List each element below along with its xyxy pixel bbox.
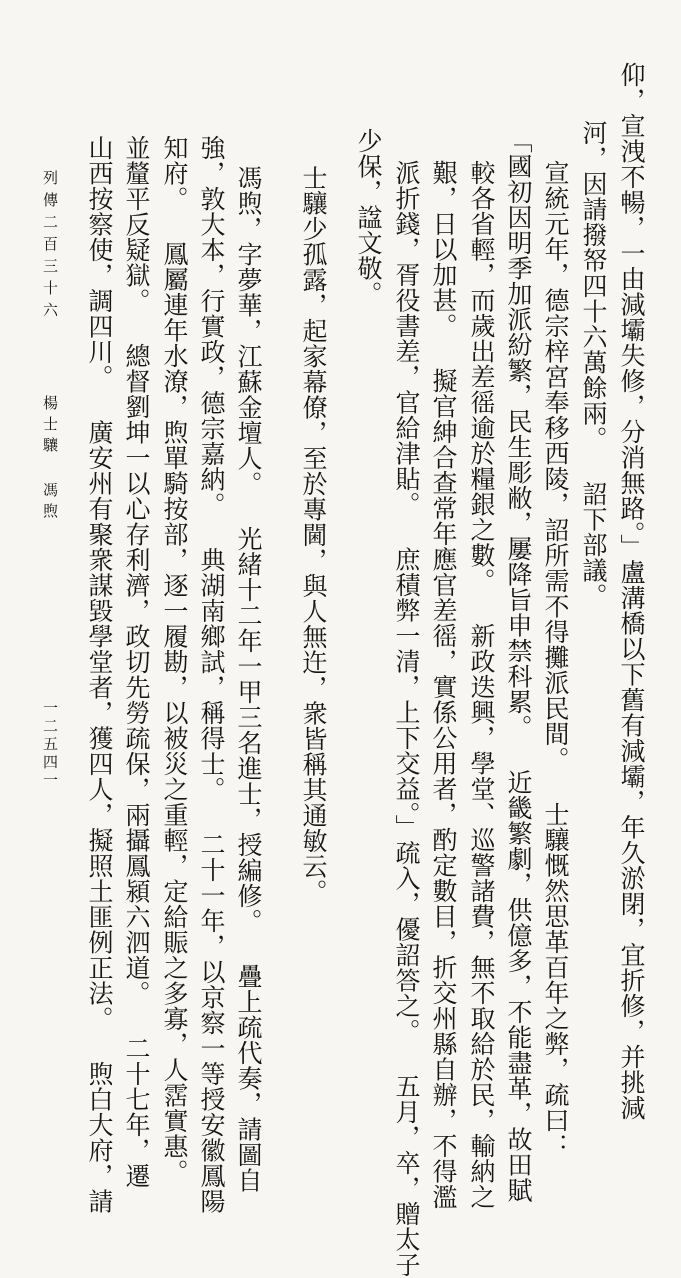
text-column-9: 士驤少孤露，起家幕僚，至於專閫，與人無迕，衆皆稱其通敏云。 [299,165,328,905]
text-column-7: 派折錢，胥役書差，官給津貼。 庶積弊一清，上下交益。」疏入，優詔答之。 五月，卒，贈太子 [392,160,421,1278]
page-number: 一二五四一 [41,700,59,790]
text-column-12: 知府。 鳳屬連年水潦，煦單騎按部，逐一履勘，以被災之重輕，定給賑之多寡，人霑實惠。 [160,135,189,1185]
text-column-2: 河，因請撥帑四十六萬餘兩。 詔下部議。 [579,120,608,609]
text-column-1: 仰，宣洩不暢，一由減壩失修，分消無路。」盧溝橋以下舊有減壩，年久淤閉，宜折修，并挑減 [617,62,646,1121]
text-column-14: 山西按察使，調四川。 廣安州有聚衆謀毀學堂者，獲四人，擬照土匪例正法。 煦白大府，請 [85,135,114,1214]
text-column-13: 並釐平反疑獄。 總督劉坤一以心存利濟，政切先勞疏保，兩攝鳳潁六泗道。 二十七年，遷 [122,135,151,1189]
text-column-10: 馮煦，字夢華，江蘇金壇人。 光緒十二年一甲三名進士，授編修。 疊上疏代奏，請圖自 [234,165,263,1193]
text-column-4: 「國初因明季加派紛繁，民生彫敝，屢降旨申禁科累。 近畿繁劇，供億多，不能盡革，故田賦 [504,128,533,1203]
text-column-5: 較各省輕，而歲出差徭逾於糧銀之數。 新政迭興，學堂、巡警諸費，無不取給於民，輸納之 [467,160,496,1210]
running-head-names: 楊士驤 馮煦 [41,395,59,524]
text-column-3: 宣統元年，德宗梓宮奉移西陵，詔所需不得攤派民間。 士驤慨然思革百年之弊，疏曰： [541,160,570,1159]
text-column-11: 強，敦大本，行實政，德宗嘉納。 典湖南鄉試，稱得士。 二十一年，以京察一等授安徽鳳陽 [197,135,226,1214]
text-column-8: 少保，諡文敬。 [354,128,383,307]
running-head-title: 列傳二百三十六 [41,170,59,324]
text-column-6: 艱，日以加甚。 擬官紳合查常年應官差徭，實係公用者，酌定數目，折交州縣自辦，不得濫 [429,160,458,1210]
